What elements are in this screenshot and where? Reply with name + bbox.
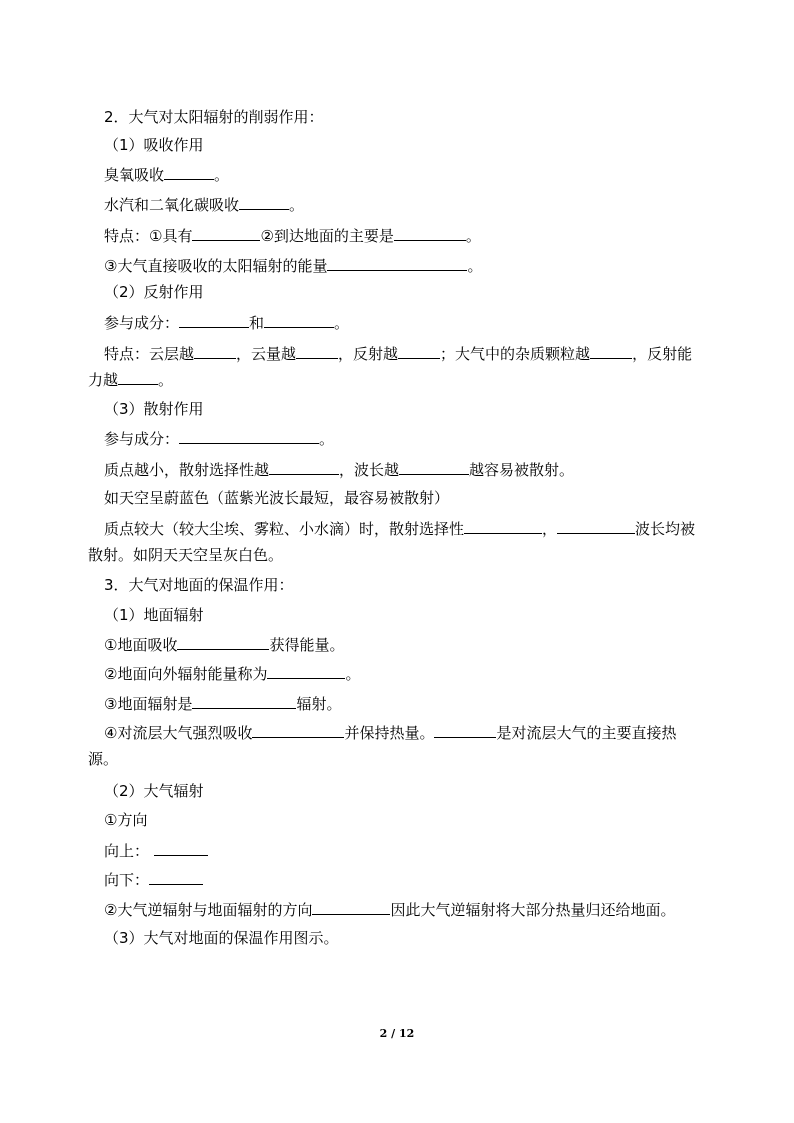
text-segment: （3）散射作用 bbox=[104, 400, 204, 418]
text-line bbox=[88, 369, 173, 390]
text-line bbox=[104, 488, 449, 508]
fill-in-blank[interactable] bbox=[192, 225, 260, 241]
text-line bbox=[104, 459, 574, 480]
text-segment: 越容易被散射。 bbox=[469, 461, 575, 479]
text-segment: 因此大气逆辐射将大部分热量归还给地面。 bbox=[390, 901, 676, 919]
fill-in-blank[interactable] bbox=[179, 312, 249, 328]
text-segment: ，云量越 bbox=[236, 345, 297, 363]
fill-in-blank[interactable] bbox=[192, 693, 296, 709]
text-line bbox=[104, 312, 349, 333]
fill-in-blank[interactable] bbox=[177, 634, 269, 650]
text-line bbox=[88, 545, 283, 565]
text-segment: 获得能量。 bbox=[269, 636, 345, 654]
text-line bbox=[104, 399, 204, 419]
text-segment: ③地面辐射是 bbox=[104, 695, 193, 713]
text-line bbox=[104, 575, 294, 595]
text-segment: 源。 bbox=[88, 750, 119, 768]
fill-in-blank[interactable] bbox=[434, 722, 496, 738]
fill-in-blank[interactable] bbox=[194, 343, 236, 359]
text-segment: 3．大气对地面的保温作用： bbox=[104, 576, 294, 594]
text-segment: ， bbox=[542, 520, 558, 538]
fill-in-blank[interactable] bbox=[327, 255, 467, 271]
text-segment: ①地面吸收 bbox=[104, 636, 178, 654]
text-line bbox=[104, 722, 676, 743]
fill-in-blank[interactable] bbox=[154, 840, 208, 856]
text-line bbox=[104, 135, 204, 155]
text-line bbox=[104, 663, 360, 684]
text-segment: 参与成分： bbox=[104, 430, 180, 448]
text-segment: 向下： bbox=[104, 871, 150, 889]
text-segment: ④对流层大气强烈吸收 bbox=[104, 724, 253, 742]
text-line bbox=[104, 840, 208, 861]
text-segment: （2）大气辐射 bbox=[104, 782, 204, 800]
text-segment: 。 bbox=[289, 196, 305, 214]
text-segment: 。 bbox=[214, 166, 230, 184]
text-segment: 。 bbox=[334, 314, 350, 332]
text-segment: 。 bbox=[158, 371, 174, 389]
fill-in-blank[interactable] bbox=[398, 343, 440, 359]
text-segment: ②地面向外辐射能量称为 bbox=[104, 665, 268, 683]
fill-in-blank[interactable] bbox=[296, 343, 338, 359]
fill-in-blank[interactable] bbox=[399, 459, 469, 475]
text-segment: ，反射能 bbox=[632, 345, 693, 363]
text-line bbox=[104, 605, 204, 625]
text-segment: ；大气中的杂质颗粒越 bbox=[440, 345, 591, 363]
text-segment: （1）地面辐射 bbox=[104, 606, 204, 624]
fill-in-blank[interactable] bbox=[464, 518, 542, 534]
fill-in-blank[interactable] bbox=[252, 722, 344, 738]
text-line bbox=[104, 428, 334, 449]
text-line bbox=[104, 518, 695, 539]
text-segment: 力越 bbox=[88, 371, 119, 389]
text-segment: （1）吸收作用 bbox=[104, 136, 204, 154]
fill-in-blank[interactable] bbox=[149, 869, 203, 885]
text-segment: 和 bbox=[249, 314, 265, 332]
text-segment: 是对流层大气的主要直接热 bbox=[496, 724, 677, 742]
fill-in-blank[interactable] bbox=[312, 899, 390, 915]
text-segment: 臭氧吸收 bbox=[104, 166, 165, 184]
text-segment: 辐射。 bbox=[296, 695, 342, 713]
text-segment: 如天空呈蔚蓝色（蓝紫光波长最短，最容易被散射） bbox=[104, 489, 450, 507]
text-segment: ②大气逆辐射与地面辐射的方向 bbox=[104, 901, 313, 919]
page-number: 2 / 12 bbox=[379, 1027, 415, 1040]
fill-in-blank[interactable] bbox=[239, 194, 289, 210]
text-line bbox=[104, 693, 341, 714]
text-segment: ②到达地面的主要是 bbox=[260, 227, 394, 245]
fill-in-blank[interactable] bbox=[557, 518, 635, 534]
text-segment: 。 bbox=[467, 257, 483, 275]
text-line bbox=[104, 255, 482, 276]
text-line bbox=[104, 899, 675, 920]
text-segment: 波长均被 bbox=[635, 520, 696, 538]
text-line bbox=[104, 810, 147, 830]
text-segment: 。 bbox=[345, 665, 361, 683]
text-segment: 质点越小，散射选择性越 bbox=[104, 461, 270, 479]
text-segment: （3）大气对地面的保温作用图示。 bbox=[104, 929, 339, 947]
fill-in-blank[interactable] bbox=[264, 312, 334, 328]
text-segment: 水汽和二氧化碳吸收 bbox=[104, 196, 240, 214]
fill-in-blank[interactable] bbox=[394, 225, 466, 241]
text-segment: 参与成分： bbox=[104, 314, 180, 332]
fill-in-blank[interactable] bbox=[267, 663, 345, 679]
text-line bbox=[104, 869, 203, 890]
text-segment: 特点：①具有 bbox=[104, 227, 193, 245]
fill-in-blank[interactable] bbox=[179, 428, 319, 444]
text-line bbox=[104, 781, 204, 801]
text-segment: 质点较大（较大尘埃、雾粒、小水滴）时，散射选择性 bbox=[104, 520, 465, 538]
text-line bbox=[104, 343, 692, 364]
text-line bbox=[88, 749, 118, 769]
text-segment: 向上： bbox=[104, 842, 154, 860]
text-segment: 2．大气对太阳辐射的削弱作用： bbox=[104, 108, 324, 126]
fill-in-blank[interactable] bbox=[269, 459, 339, 475]
text-line bbox=[104, 225, 481, 246]
text-segment: 散射。如阴天天空呈灰白色。 bbox=[88, 546, 284, 564]
text-segment: （2）反射作用 bbox=[104, 283, 204, 301]
text-line bbox=[104, 107, 324, 127]
text-segment: ，波长越 bbox=[339, 461, 400, 479]
fill-in-blank[interactable] bbox=[590, 343, 632, 359]
text-segment: ①方向 bbox=[104, 811, 148, 829]
text-segment: ③大气直接吸收的太阳辐射的能量 bbox=[104, 257, 328, 275]
text-line bbox=[104, 928, 339, 948]
text-line bbox=[104, 164, 229, 185]
text-segment: 。 bbox=[465, 227, 481, 245]
text-line bbox=[104, 194, 304, 215]
text-segment: ，反射越 bbox=[338, 345, 399, 363]
text-line bbox=[104, 282, 204, 302]
fill-in-blank[interactable] bbox=[118, 369, 158, 385]
text-segment: 并保持热量。 bbox=[344, 724, 435, 742]
fill-in-blank[interactable] bbox=[164, 164, 214, 180]
text-segment: 特点：云层越 bbox=[104, 345, 195, 363]
text-segment: 。 bbox=[319, 430, 335, 448]
text-line bbox=[104, 634, 344, 655]
